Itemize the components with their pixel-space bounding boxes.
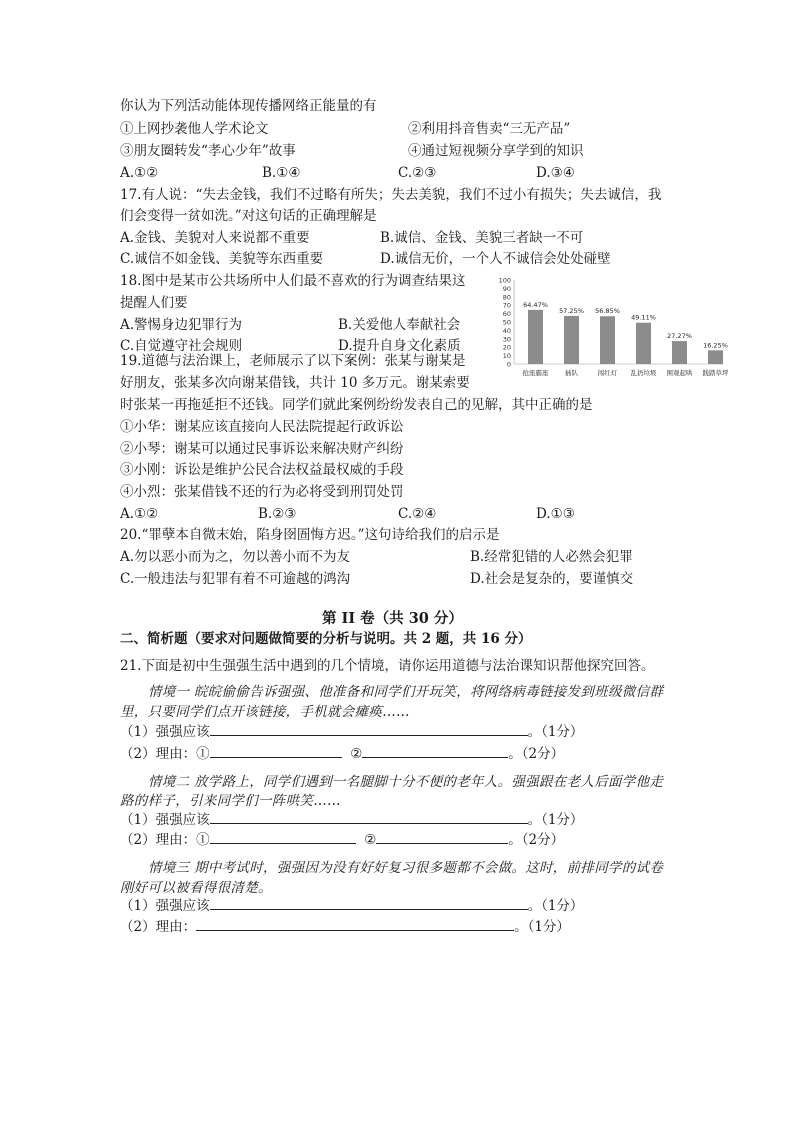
y-tick-label: 40 <box>502 326 511 335</box>
scenario1-line1: 情境一 皖皖偷偷告诉强强、他准备和同学们开玩笑，将网络病毒链接发到班级微信群 <box>148 684 664 700</box>
y-tick-label: 80 <box>502 293 511 302</box>
scenario2-line2: 路的样子，引来同学们一阵哄笑…… <box>120 793 341 809</box>
category-label: 插队 <box>565 369 578 377</box>
y-tick-label: 90 <box>502 284 511 293</box>
s1-q2-mark1: ① <box>196 746 210 762</box>
bar <box>528 310 543 364</box>
y-tick-label: 70 <box>502 301 511 310</box>
bar <box>600 316 615 364</box>
q19-item-1: ①小华：谢某应该直接向人民法院提起行政诉讼 <box>120 419 404 435</box>
q18-option-b: B.关爱他人奉献社会 <box>338 317 461 333</box>
y-tick-label: 30 <box>502 335 511 344</box>
q16-option-c: C.②③ <box>398 165 437 181</box>
s3-q1-score: 。（1分） <box>527 898 584 914</box>
scenario2-line1: 情境二 放学路上，同学们遇到一名腿脚十分不便的老年人。强强跟在老人后面学他走 <box>148 774 664 790</box>
s2-q2-prefix: （2）理由： <box>120 832 197 848</box>
s3-q2-row <box>120 917 570 936</box>
q20-stem: 20.“罪孽本自微末始，陷身囹圄悔方迟。”这句诗给我们的启示是 <box>120 527 500 543</box>
s2-q2-answer-blank-2[interactable] <box>376 830 508 844</box>
data-label: 27.27% <box>667 332 692 341</box>
s3-q1-prefix: （1）强强应该 <box>120 898 210 914</box>
s3-q2-answer-blank[interactable] <box>196 917 514 931</box>
s1-q2-answer-blank-1[interactable] <box>210 744 342 758</box>
scenario3-line2: 刚好可以被看得很清楚。 <box>120 880 272 896</box>
bar <box>672 341 687 364</box>
q19-option-d: D.①③ <box>536 506 575 522</box>
q17-option-b: B.诚信、金钱、美貌三者缺一不可 <box>380 230 584 246</box>
q19-option-a: A.①② <box>120 506 159 522</box>
y-tick-label: 50 <box>502 318 511 327</box>
category-label: 乱扔垃圾 <box>630 369 657 377</box>
q18-stem-line2: 提醒人们要 <box>120 295 188 311</box>
q19-stem-line3: 时张某一再拖延拒不还钱。同学们就此案例纷纷发表自己的见解，其中正确的是 <box>120 397 593 413</box>
q20-option-d: D.社会是复杂的，要谨慎交 <box>470 571 634 587</box>
data-label: 56.85% <box>595 307 620 316</box>
category-label: 围观起哄 <box>666 369 693 377</box>
y-tick-label: 20 <box>502 343 511 352</box>
y-tick-label: 10 <box>502 352 511 361</box>
data-label: 57.25% <box>559 306 584 315</box>
bar <box>564 316 579 364</box>
s2-q1-prefix: （1）强强应该 <box>120 812 210 828</box>
s1-q1-row <box>120 722 583 741</box>
q20-option-c: C.一般违法与犯罪有着不可逾越的鸿沟 <box>120 571 351 587</box>
scenario1-line2: 里，只要同学们点开该链接，手机就会瘫痪…… <box>120 704 410 720</box>
survey-bar-chart <box>488 272 728 384</box>
q17-stem-line2: 们会变得一贫如洗。”对这句话的正确理解是 <box>120 208 377 224</box>
q16-item-1: ①上网抄袭他人学术论文 <box>120 121 269 137</box>
q18-option-a: A.警惕身边犯罪行为 <box>120 317 243 333</box>
s1-q2-prefix: （2）理由： <box>120 746 197 762</box>
s1-q1-prefix: （1）强强应该 <box>120 724 210 740</box>
q16-option-d: D.③④ <box>536 165 575 181</box>
q21-stem: 21.下面是初中生强强生活中遇到的几个情境，请你运用道德与法治课知识帮他探究回答。 <box>120 658 655 674</box>
data-label: 49.11% <box>631 313 656 322</box>
q20-option-a: A.勿以恶小而为之，勿以善小而不为友 <box>120 549 351 565</box>
section-heading: 二、简析题（要求对问题做简要的分析与说明。共 2 题，共 16 分） <box>120 631 532 647</box>
s1-q2-answer-blank-2[interactable] <box>362 744 508 758</box>
q19-item-3: ③小刚：诉讼是维护公民合法权益最权威的手段 <box>120 462 404 478</box>
q20-option-b: B.经常犯错的人必然会犯罪 <box>470 549 633 565</box>
q17-stem-line1: 17.有人说：“失去金钱，我们不过略有所失；失去美貌，我们不过小有损失；失去诚信，我 <box>120 187 662 203</box>
q17-option-d: D.诚信无价，一个人不诚信会处处碰壁 <box>380 251 611 267</box>
q16-item-2: ②利用抖音售卖“三无产品” <box>408 121 571 137</box>
q19-option-c: C.②④ <box>398 506 437 522</box>
q16-item-4: ④通过短视频分享学到的知识 <box>408 143 584 159</box>
q17-option-c: C.诚信不如金钱、美貌等东西重要 <box>120 251 324 267</box>
s1-q1-answer-blank[interactable] <box>210 722 528 736</box>
s1-q2-mark2: ② <box>350 746 363 762</box>
s2-q2-score: 。（2分） <box>508 832 565 848</box>
scenario3-line1: 情境三 期中考试时，强强因为没有好好复习很多题都不会做。这时，前排同学的试卷 <box>148 860 664 876</box>
data-label: 16.25% <box>703 341 728 350</box>
q19-option-b: B.②③ <box>258 506 297 522</box>
q16-option-a: A.①② <box>120 165 159 181</box>
bar <box>636 323 651 364</box>
q19-item-4: ④小烈：张某借钱不还的行为必将受到刑罚处罚 <box>120 484 404 500</box>
data-label: 64.47% <box>523 300 548 309</box>
s3-q1-answer-blank[interactable] <box>210 896 528 910</box>
s2-q2-answer-blank-1[interactable] <box>210 830 356 844</box>
s2-q1-answer-blank[interactable] <box>210 810 528 824</box>
y-tick-label: 0 <box>506 360 511 369</box>
s2-q2-row <box>120 830 564 849</box>
q18-stem-line1: 18.图中是某市公共场所中人们最不喜欢的行为调查结果这 <box>120 273 466 289</box>
q18-option-c: C.自觉遵守社会规则 <box>120 338 243 354</box>
q16-option-b: B.①④ <box>262 165 301 181</box>
q18-option-d: D.提升自身文化素质 <box>338 338 461 354</box>
y-tick-label: 60 <box>502 310 511 319</box>
s1-q2-row <box>120 744 564 763</box>
q17-option-a: A.金钱、美貌对人来说都不重要 <box>120 230 310 246</box>
s1-q1-score: 。（1分） <box>527 724 584 740</box>
category-label: 践踏草坪 <box>702 369 728 377</box>
q16-item-3: ③朋友圈转发“孝心少年”故事 <box>120 143 296 159</box>
s3-q2-score: 。（1分） <box>514 919 570 935</box>
s1-q2-score: 。（2分） <box>508 746 565 762</box>
category-label: 抢座霸座 <box>522 369 549 377</box>
q19-item-2: ②小琴：谢某可以通过民事诉讼来解决财产纠纷 <box>120 441 404 457</box>
section-title: 第 II 卷（共 30 分） <box>322 610 463 627</box>
q19-stem-line1: 19.道德与法治课上，老师展示了以下案例：张某与谢某是 <box>120 353 466 369</box>
q16-stem: 你认为下列活动能体现传播网络正能量的有 <box>120 98 377 114</box>
s2-q2-mark2: ② <box>364 832 377 848</box>
bar <box>708 350 723 364</box>
q19-stem-line2: 好朋友，张某多次向谢某借钱，共计 10 多万元。谢某索要 <box>120 375 470 391</box>
s3-q2-prefix: （2）理由： <box>120 919 197 935</box>
s2-q2-mark1: ① <box>196 832 210 848</box>
category-label: 闯红灯 <box>597 369 618 377</box>
y-tick-label: 100 <box>498 276 511 285</box>
s2-q1-score: 。（1分） <box>527 812 584 828</box>
s3-q1-row <box>120 896 583 915</box>
s2-q1-row <box>120 810 583 829</box>
